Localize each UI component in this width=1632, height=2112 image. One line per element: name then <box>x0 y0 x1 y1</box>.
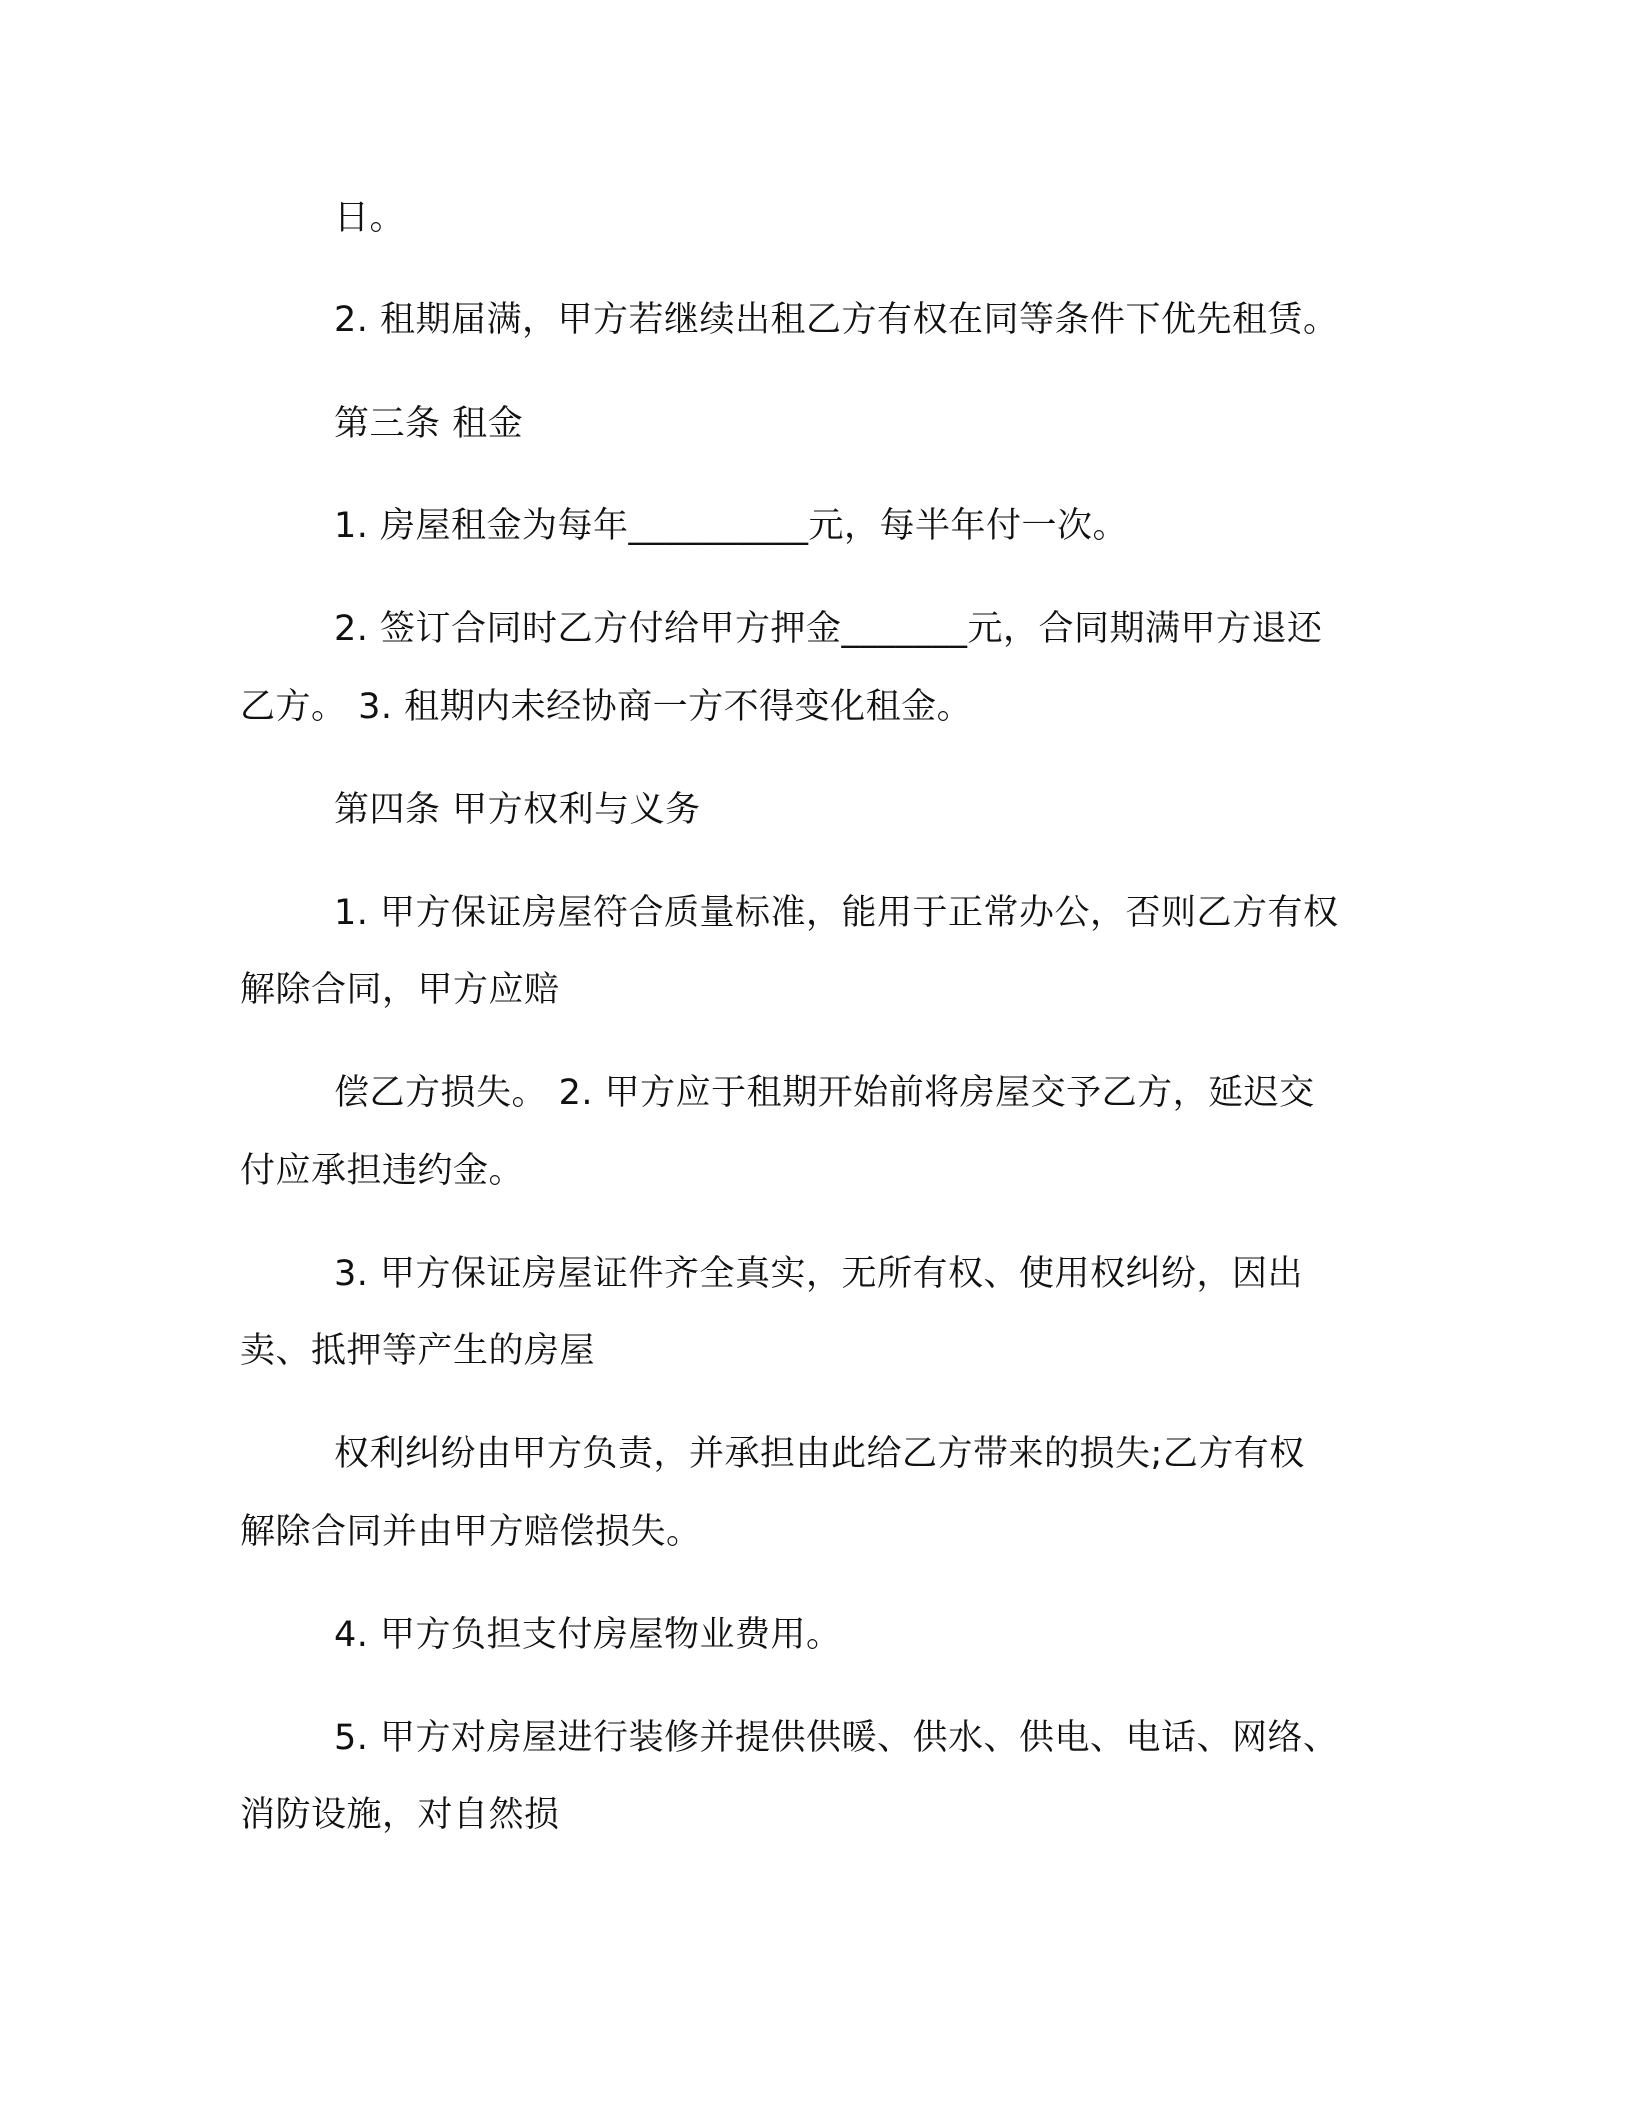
text-line: 1. 甲方保证房屋符合质量标准，能用于正常办公，否则乙方有权 <box>334 893 1339 933</box>
text-line: 偿乙方损失。 2. 甲方应于租期开始前将房屋交予乙方，延迟交 <box>334 1073 1315 1113</box>
text-line: 权利纠纷由甲方负责，并承担由此给乙方带来的损失;乙方有权 <box>334 1434 1305 1474</box>
text-line: 日。 <box>334 198 406 238</box>
text-line: 4. 甲方负担支付房屋物业费用。 <box>334 1615 842 1655</box>
text-line: 卖、抵押等产生的房屋 <box>240 1331 596 1371</box>
text-line: 消防设施，对自然损 <box>240 1795 560 1835</box>
text-line: 1. 房屋租金为每年__________元，每半年付一次。 <box>334 506 1129 546</box>
text-line: 解除合同并由甲方赔偿损失。 <box>240 1512 702 1552</box>
text-line: 3. 甲方保证房屋证件齐全真实，无所有权、使用权纠纷，因出 <box>334 1254 1304 1294</box>
section-heading: 第三条 租金 <box>334 404 524 444</box>
text-line: 乙方。 3. 租期内未经协商一方不得变化租金。 <box>240 687 973 727</box>
text-line: 2. 签订合同时乙方付给甲方押金_______元，合同期满甲方退还 <box>334 609 1323 649</box>
text-line: 2. 租期届满，甲方若继续出租乙方有权在同等条件下优先租赁。 <box>334 300 1339 340</box>
text-line: 5. 甲方对房屋进行装修并提供供暖、供水、供电、电话、网络、 <box>334 1718 1339 1758</box>
text-line: 解除合同，甲方应赔 <box>240 970 560 1010</box>
text-line: 付应承担违约金。 <box>240 1151 525 1191</box>
section-heading: 第四条 甲方权利与义务 <box>334 790 701 830</box>
